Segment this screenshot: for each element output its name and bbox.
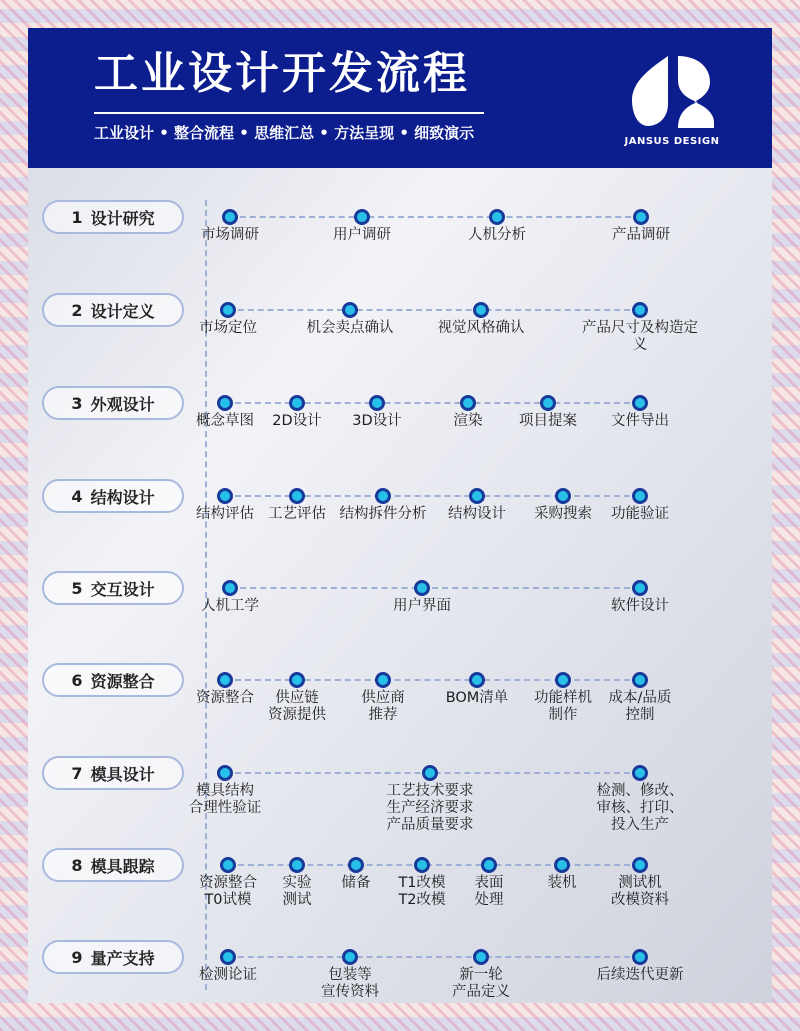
circle-dot-icon [481, 857, 497, 873]
stage-name: 模具跟踪 [90, 856, 155, 876]
step-label: 资源整合 T0试模 [199, 875, 257, 908]
step-label: 渲染 [453, 413, 483, 429]
stage-row-1 [28, 200, 772, 270]
step-label: 供应链 资源提供 [268, 690, 326, 723]
step-label: 软件设计 [611, 598, 669, 614]
stage-connector [228, 309, 640, 311]
stage-connector [228, 956, 640, 958]
stage-pill-9 [42, 940, 184, 974]
step-label: 供应商 推荐 [361, 690, 405, 723]
stage-name: 交互设计 [90, 579, 155, 599]
step-label: 检测论证 [199, 967, 257, 983]
circle-dot-icon [217, 488, 233, 504]
circle-dot-icon [289, 672, 305, 688]
stage-number: 9 [71, 947, 83, 967]
circle-dot-icon [632, 580, 648, 596]
step-label: 项目提案 [519, 413, 577, 429]
circle-dot-icon [375, 672, 391, 688]
circle-dot-icon [540, 395, 556, 411]
title-divider [94, 112, 484, 114]
step-label: 视觉风格确认 [437, 320, 525, 336]
step-label: 新一轮 产品定义 [452, 967, 510, 1000]
step-label: 采购搜索 [534, 506, 592, 522]
stage-row-7 [28, 756, 772, 833]
step-label: 模具结构 合理性验证 [188, 783, 262, 816]
step-label: 产品尺寸及构造定义 [582, 320, 698, 353]
brand-logo [624, 52, 720, 152]
step-label: 结构评估 [196, 506, 254, 522]
stage-connector [225, 402, 640, 404]
stage-connector [230, 587, 640, 589]
stage-connector [225, 679, 640, 681]
step-label: 后续迭代更新 [596, 967, 684, 983]
stage-connector [230, 216, 641, 218]
circle-dot-icon [289, 857, 305, 873]
circle-dot-icon [489, 209, 505, 225]
step-label: 3D设计 [352, 413, 402, 429]
circle-dot-icon [632, 949, 648, 965]
step-label: BOM清单 [445, 690, 509, 706]
circle-dot-icon [220, 949, 236, 965]
stage-name: 设计定义 [90, 301, 155, 321]
step-label: 装机 [547, 875, 577, 891]
circle-dot-icon [220, 302, 236, 318]
circle-dot-icon [632, 395, 648, 411]
stage-row-2 [28, 293, 772, 363]
step-label: 资源整合 [196, 690, 254, 706]
step-label: 2D设计 [272, 413, 322, 429]
step-label: 功能验证 [611, 506, 669, 522]
step-label: 结构设计 [448, 506, 506, 522]
circle-dot-icon [217, 672, 233, 688]
circle-dot-icon [217, 765, 233, 781]
stage-row-9 [28, 940, 772, 1003]
stage-name: 量产支持 [90, 948, 155, 968]
step-label: 包装等 宣传资料 [321, 967, 379, 1000]
stage-row-6 [28, 663, 772, 733]
circle-dot-icon [555, 488, 571, 504]
circle-dot-icon [469, 488, 485, 504]
step-label: 结构拆件分析 [339, 506, 427, 522]
step-label: 成本/品质 控制 [608, 690, 672, 723]
page-title: 工业设计开发流程 [94, 48, 470, 99]
circle-dot-icon [222, 580, 238, 596]
stage-number: 3 [71, 393, 83, 413]
stage-number: 1 [71, 207, 83, 227]
header-banner [28, 28, 772, 168]
circle-dot-icon [289, 488, 305, 504]
circle-dot-icon [554, 857, 570, 873]
step-label: 储备 [341, 875, 371, 891]
circle-dot-icon [633, 209, 649, 225]
circle-dot-icon [342, 949, 358, 965]
step-label: 实验 测试 [282, 875, 312, 908]
brand-name: JANSUS DESIGN [624, 136, 720, 147]
circle-dot-icon [375, 488, 391, 504]
circle-dot-icon [632, 302, 648, 318]
stage-pill-4 [42, 479, 184, 513]
infographic-card [28, 28, 772, 1003]
circle-dot-icon [632, 488, 648, 504]
step-label: 功能样机 制作 [534, 690, 592, 723]
step-label: 市场调研 [201, 227, 259, 243]
page-subtitle: 工业设计 • 整合流程 • 思维汇总 • 方法呈现 • 细致演示 [94, 124, 475, 142]
circle-dot-icon [632, 857, 648, 873]
stage-pill-1 [42, 200, 184, 234]
stage-row-5 [28, 571, 772, 641]
circle-dot-icon [222, 209, 238, 225]
step-label: T1改模 T2改模 [398, 875, 446, 908]
circle-dot-icon [414, 857, 430, 873]
stage-pill-3 [42, 386, 184, 420]
stage-number: 7 [71, 763, 83, 783]
circle-dot-icon [289, 395, 305, 411]
circle-dot-icon [342, 302, 358, 318]
circle-dot-icon [469, 672, 485, 688]
stage-connector [225, 495, 640, 497]
circle-dot-icon [632, 672, 648, 688]
stage-row-3 [28, 386, 772, 456]
stage-pill-6 [42, 663, 184, 697]
stage-pill-5 [42, 571, 184, 605]
step-label: 产品调研 [612, 227, 670, 243]
stage-name: 资源整合 [90, 671, 155, 691]
step-label: 人机分析 [468, 227, 526, 243]
stage-pill-8 [42, 848, 184, 882]
step-label: 人机工学 [201, 598, 259, 614]
circle-dot-icon [369, 395, 385, 411]
step-label: 用户调研 [333, 227, 391, 243]
stage-pill-2 [42, 293, 184, 327]
stage-name: 模具设计 [90, 764, 155, 784]
stage-number: 8 [71, 855, 83, 875]
js-monogram-icon [624, 52, 720, 132]
circle-dot-icon [460, 395, 476, 411]
step-label: 表面 处理 [474, 875, 504, 908]
stage-pill-7 [42, 756, 184, 790]
step-label: 文件导出 [611, 413, 669, 429]
stage-number: 6 [71, 670, 83, 690]
circle-dot-icon [473, 302, 489, 318]
circle-dot-icon [632, 765, 648, 781]
stage-name: 外观设计 [90, 394, 155, 414]
stage-name: 结构设计 [90, 487, 155, 507]
stage-row-4 [28, 479, 772, 549]
circle-dot-icon [414, 580, 430, 596]
step-label: 机会卖点确认 [306, 320, 394, 336]
step-label: 检测、修改、 审核、打印、 投入生产 [596, 783, 684, 833]
step-label: 概念草图 [196, 413, 254, 429]
stage-number: 5 [71, 578, 83, 598]
circle-dot-icon [220, 857, 236, 873]
circle-dot-icon [422, 765, 438, 781]
step-label: 工艺技术要求 生产经济要求 产品质量要求 [386, 783, 474, 833]
circle-dot-icon [348, 857, 364, 873]
stage-number: 4 [71, 486, 83, 506]
stage-number: 2 [71, 300, 83, 320]
circle-dot-icon [555, 672, 571, 688]
circle-dot-icon [354, 209, 370, 225]
stage-row-8 [28, 848, 772, 918]
step-label: 市场定位 [199, 320, 257, 336]
step-label: 工艺评估 [268, 506, 326, 522]
circle-dot-icon [217, 395, 233, 411]
stage-name: 设计研究 [90, 208, 155, 228]
step-label: 用户界面 [393, 598, 451, 614]
circle-dot-icon [473, 949, 489, 965]
step-label: 测试机 改模资料 [611, 875, 669, 908]
